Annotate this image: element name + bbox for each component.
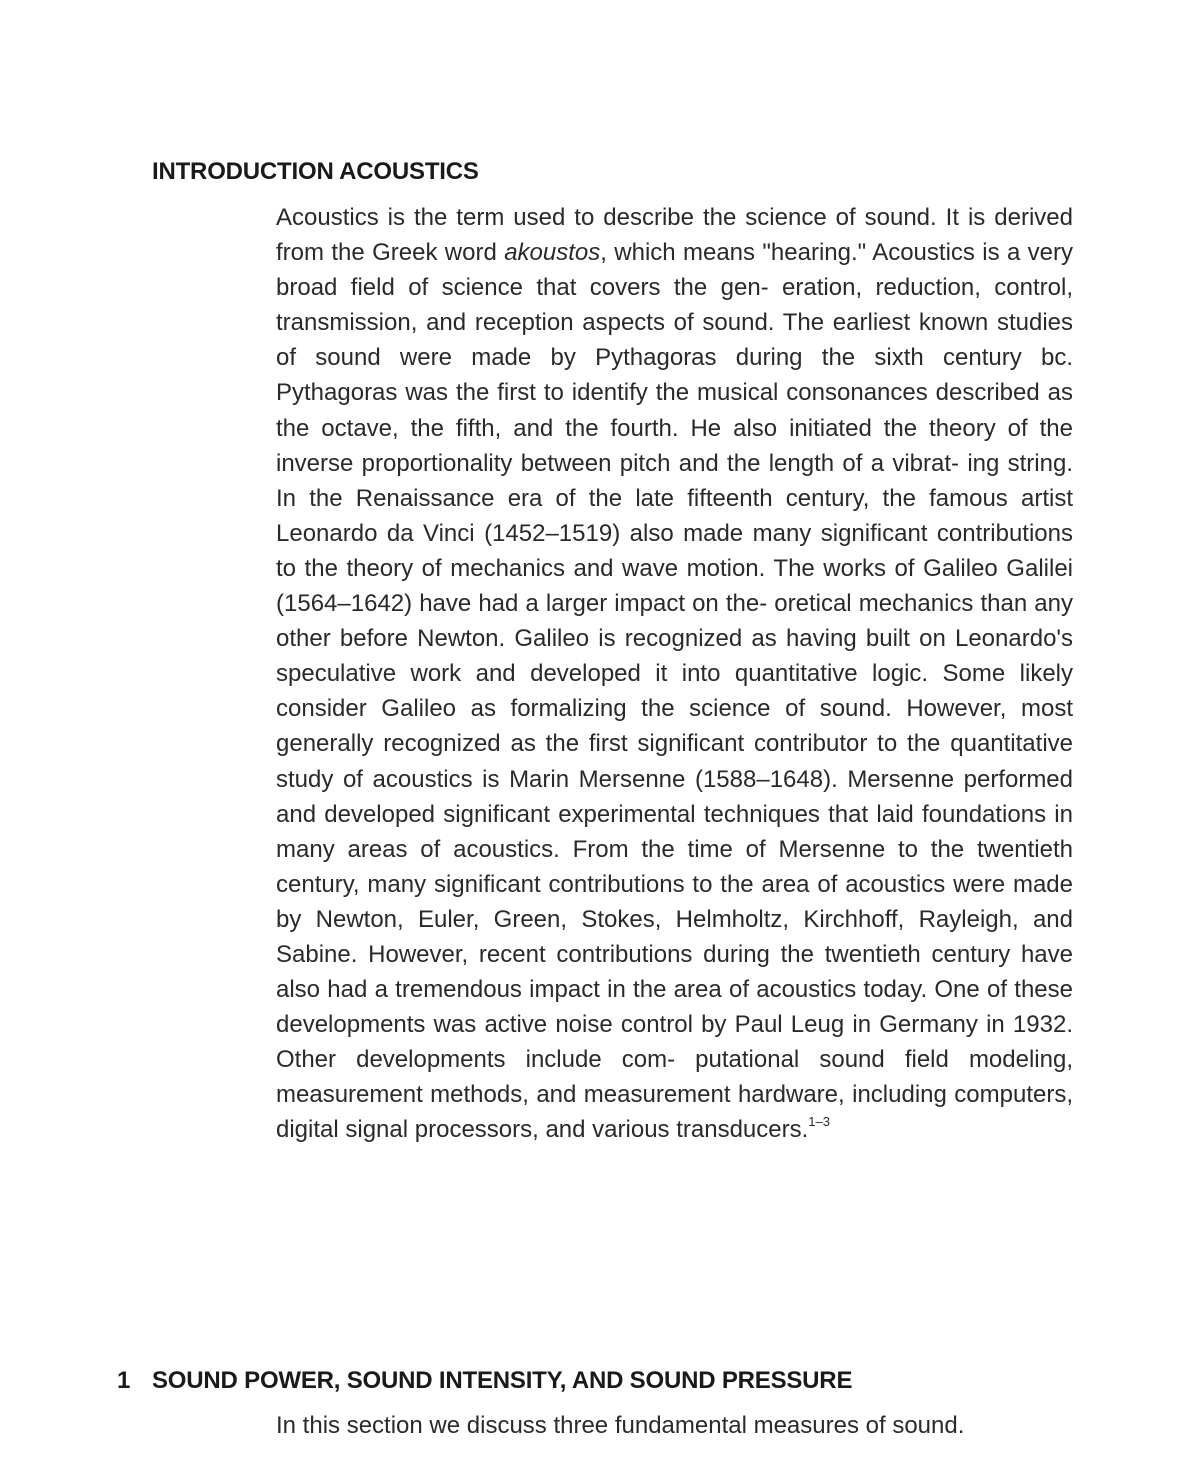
citation-superscript: 1–3 bbox=[808, 1114, 830, 1130]
intro-paragraph-italic-term: akoustos bbox=[504, 239, 601, 267]
intro-paragraph-text-1: Acoustics is the term used to describe the science of sound. It is derived from the Greek word bbox=[276, 204, 1073, 267]
section-heading: SOUND POWER, SOUND INTENSITY, AND SOUND PRESSURE bbox=[152, 1367, 853, 1394]
section-paragraph: In this section we discuss three fundamental measures of sound. bbox=[276, 1412, 965, 1439]
intro-paragraph bbox=[276, 200, 1073, 1148]
intro-paragraph-text-2: , which means "hearing." Acoustics is a very broad field of science that covers the gen- eration, reduction, control, transmission, and reception aspects of sound. The earliest known studies of sound were made by Pythagoras during the sixth century bc. Pythagoras was the first to identify the musical consonances described as the octave, the fifth, and the fourth. He also initiated the theory of the inverse proportionality between pitch and the length of a vibrat- ing string. In the Renaissance era of the late fifteenth century, the famous artist Leonardo da Vinci (1452–1519) also made many significant contributions to the theory of mechanics and wave motion. The works of Galileo Galilei (1564–1642) have had a larger impact on the- oretical mechanics than any other before Newton. Galileo is recognized as having built on Leonardo's speculative work and developed it into quantitative logic. Some likely consider Galileo as formalizing the science of sound. However, most generally recognized as the first significant contributor to the quantitative study of acoustics is Marin Mersenne (1588–1648). Mersenne performed and developed significant experimental techniques that laid foundations in many areas of acoustics. From the time of Mersenne to the twentieth century, many significant contributions to the area of acoustics were made by Newton, Euler, Green, Stokes, Helmholtz, Kirchhoff, Rayleigh, and Sabine. However, recent contributions during the twentieth century have also had a tremendous impact in the area of acoustics today. One of these developments was active noise control by Paul Leug in Germany in 1932. Other developments include com- putational sound field modeling, measurement methods, and measurement hardware, including computers, digital signal processors, and various transducers. bbox=[276, 239, 1073, 1144]
intro-heading: INTRODUCTION ACOUSTICS bbox=[152, 158, 479, 185]
section-number: 1 bbox=[117, 1367, 131, 1394]
